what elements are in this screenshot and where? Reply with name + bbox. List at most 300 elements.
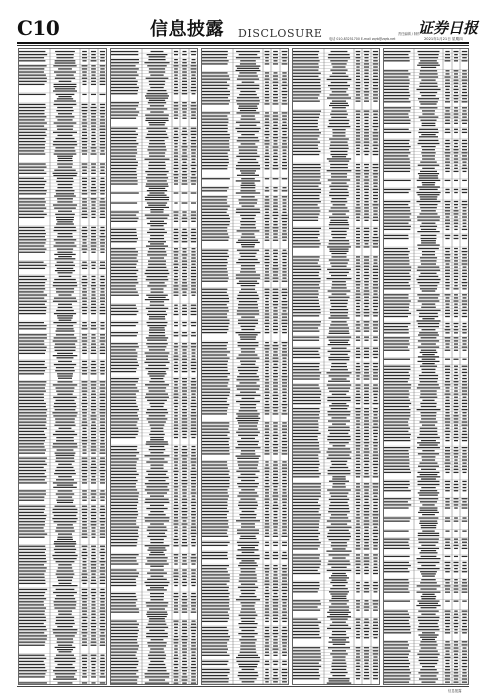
table-cell-text xyxy=(329,391,349,392)
table-cell-text xyxy=(82,645,87,646)
table-cell-text xyxy=(282,599,288,600)
table-cell-text xyxy=(273,94,278,95)
table-cell-text xyxy=(293,672,319,673)
table-cell-text xyxy=(373,357,377,358)
table-cell-text xyxy=(149,282,164,283)
table-cell-text xyxy=(273,590,279,591)
table-cell-text xyxy=(282,389,286,390)
table-cell-text xyxy=(91,193,96,194)
table-cell-text xyxy=(420,120,436,121)
table-cell-text xyxy=(100,381,106,382)
table-cell-text xyxy=(356,372,361,373)
table-cell-text xyxy=(364,306,368,307)
table-cell-text xyxy=(241,256,256,257)
table-cell-text xyxy=(273,385,278,386)
table-cell-text xyxy=(111,311,138,312)
table-cell-text xyxy=(182,400,187,401)
table-cell-text xyxy=(329,123,349,124)
table-cell-text xyxy=(273,642,278,643)
table-cell-text xyxy=(191,670,196,671)
table-cell-text xyxy=(356,234,360,235)
table-cell-text xyxy=(265,672,268,673)
table-cell-text xyxy=(54,337,77,338)
table-cell-text xyxy=(111,425,136,426)
table-cell-text xyxy=(264,345,269,346)
table-cell-text xyxy=(82,310,87,311)
table-cell-text xyxy=(237,175,259,176)
table-cell-text xyxy=(329,161,349,162)
table-cell-text xyxy=(420,162,436,163)
table-cell-text xyxy=(293,545,320,546)
table-cell-text xyxy=(454,347,458,348)
table-cell-text xyxy=(92,422,96,423)
table-cell-text xyxy=(364,388,369,389)
table-cell-text xyxy=(100,406,106,407)
table-cell-text xyxy=(19,482,47,483)
table-cell-text xyxy=(273,492,278,493)
table-cell-text xyxy=(192,349,196,350)
table-cell-text xyxy=(330,60,347,61)
table-cell-text xyxy=(282,278,286,279)
table-cell-text xyxy=(265,471,270,472)
table-cell-text xyxy=(174,221,178,222)
table-cell-text xyxy=(149,381,164,382)
table-cell-text xyxy=(191,394,195,395)
table-cell-text xyxy=(174,171,178,172)
table-cell-text xyxy=(445,310,450,311)
table-cell-text xyxy=(19,276,45,277)
table-cell-text xyxy=(111,235,137,236)
table-cell-text xyxy=(373,126,379,127)
table-cell-text xyxy=(416,89,440,90)
table-cell-text xyxy=(273,125,277,126)
table-cell-text xyxy=(146,295,168,296)
table-cell-text xyxy=(174,630,177,631)
table-cell-text xyxy=(236,661,259,662)
table-cell-text xyxy=(19,464,47,465)
table-cell-text xyxy=(421,240,436,241)
table-cell-text xyxy=(82,163,88,164)
table-cell-text xyxy=(56,110,73,111)
table-cell-text xyxy=(182,458,186,459)
table-cell-text xyxy=(111,505,137,506)
table-cell-text xyxy=(356,496,360,497)
table-cell-text xyxy=(282,82,286,83)
table-cell-text xyxy=(146,337,168,338)
table-cell-text xyxy=(82,301,87,302)
table-cell-text xyxy=(147,589,167,590)
table-cell-text xyxy=(364,73,368,74)
table-cell-text xyxy=(384,294,409,295)
table-cell-text xyxy=(364,585,370,586)
table-cell-text xyxy=(293,366,319,367)
table-cell-text xyxy=(356,436,361,437)
table-cell-text xyxy=(111,335,137,336)
table-cell-text xyxy=(241,115,255,116)
table-cell-text xyxy=(364,464,368,465)
table-cell-text xyxy=(91,580,96,581)
table-cell-text xyxy=(453,288,458,289)
table-cell-text xyxy=(445,273,450,274)
table-cell-text xyxy=(19,422,46,423)
table-cell-text xyxy=(328,297,349,298)
table-cell-text xyxy=(364,476,370,477)
table-cell-text xyxy=(182,418,187,419)
table-cell-text xyxy=(191,624,196,625)
table-cell-text xyxy=(273,51,278,52)
table-cell-text xyxy=(293,394,321,395)
table-cell-text xyxy=(101,304,105,305)
table-cell-text xyxy=(82,642,87,643)
table-cell-text xyxy=(82,626,88,627)
table-cell-text xyxy=(111,421,137,422)
table-cell-text xyxy=(328,85,350,86)
table-cell-text xyxy=(100,291,104,292)
table-cell-text xyxy=(150,566,163,567)
table-cell-text xyxy=(237,230,260,231)
table-cell-text xyxy=(182,425,188,426)
table-cell-text xyxy=(111,305,136,306)
table-cell-text xyxy=(91,126,96,127)
table-cell-text xyxy=(57,262,74,263)
table-cell-text xyxy=(82,65,88,66)
table-cell-text xyxy=(329,240,349,241)
table-cell-text xyxy=(111,461,137,462)
table-cell-text xyxy=(364,606,370,607)
table-cell-text xyxy=(293,79,321,80)
table-cell-text xyxy=(236,209,260,210)
table-cell-text xyxy=(418,323,439,324)
table-cell-text xyxy=(82,418,86,419)
table-cell-text xyxy=(331,567,346,568)
table-cell-text xyxy=(445,201,451,202)
table-cell-text xyxy=(373,240,379,241)
table-cell-text xyxy=(191,425,197,426)
table-cell-text xyxy=(192,446,196,447)
table-cell-text xyxy=(191,282,196,283)
table-cell-text xyxy=(417,294,439,295)
table-cell-text xyxy=(54,254,75,255)
table-cell-text xyxy=(191,579,196,580)
table-cell-text xyxy=(174,288,179,289)
table-cell-text xyxy=(174,418,178,419)
table-cell-text xyxy=(384,288,411,289)
table-cell-text xyxy=(19,518,46,519)
table-cell-text xyxy=(147,223,167,224)
table-cell-text xyxy=(364,132,369,133)
table-cell-text xyxy=(82,285,87,286)
table-cell-text xyxy=(241,526,255,527)
table-cell-text xyxy=(111,68,139,69)
table-cell-text xyxy=(421,238,437,239)
table-cell-text xyxy=(54,347,75,348)
table-cell-text xyxy=(462,76,467,77)
table-cell-text xyxy=(238,323,258,324)
table-cell-text xyxy=(384,285,410,286)
table-cell-text xyxy=(19,473,45,474)
table-cell-text xyxy=(183,115,187,116)
table-cell-text xyxy=(331,408,348,409)
table-cell-text xyxy=(191,381,197,382)
table-cell-text xyxy=(265,649,269,650)
table-cell-text xyxy=(148,264,166,265)
table-cell-text xyxy=(273,134,277,135)
table-cell-text xyxy=(293,585,320,586)
table-cell-text xyxy=(111,254,138,255)
table-cell-text xyxy=(146,359,168,360)
table-cell-text xyxy=(273,156,278,157)
table-cell-text xyxy=(265,379,268,380)
table-cell-text xyxy=(384,189,411,190)
table-cell-text xyxy=(202,655,230,656)
table-cell-text xyxy=(241,289,255,290)
table-cell-text xyxy=(462,213,466,214)
table-cell-text xyxy=(19,132,45,133)
table-cell-text xyxy=(202,196,227,197)
table-cell-text xyxy=(331,51,348,52)
table-cell-text xyxy=(236,262,260,263)
table-cell-text xyxy=(82,524,87,525)
table-cell-text xyxy=(293,483,321,484)
table-cell-text xyxy=(445,143,450,144)
table-cell-text xyxy=(19,614,45,615)
table-cell-text xyxy=(327,170,352,171)
table-cell-text xyxy=(265,645,270,646)
table-cell-text xyxy=(273,298,279,299)
table-cell-text xyxy=(191,676,196,677)
table-cell-text xyxy=(364,600,368,601)
table-cell-text xyxy=(445,207,450,208)
table-cell-text xyxy=(92,530,96,531)
table-cell-text xyxy=(384,375,410,376)
table-cell-text xyxy=(282,88,286,89)
table-cell-text xyxy=(282,112,288,113)
table-cell-text xyxy=(356,269,360,270)
table-cell-text xyxy=(293,663,319,664)
table-cell-text xyxy=(462,347,468,348)
table-cell-text xyxy=(82,190,87,191)
table-cell-text xyxy=(373,582,378,583)
table-cell-text xyxy=(174,477,178,478)
table-cell-text xyxy=(293,348,320,349)
table-cell-text xyxy=(191,458,197,459)
table-cell-text xyxy=(82,552,88,553)
table-cell-text xyxy=(454,263,458,264)
table-cell-text xyxy=(111,655,136,656)
table-cell-text xyxy=(364,493,368,494)
table-cell-text xyxy=(91,412,95,413)
table-cell-text xyxy=(202,342,228,343)
table-cell-text xyxy=(273,278,279,279)
table-cell-text xyxy=(364,517,368,518)
table-cell-text xyxy=(191,612,197,613)
table-cell-text xyxy=(356,132,360,133)
table-cell-text xyxy=(293,321,321,322)
table-cell-text xyxy=(202,103,229,104)
table-cell-text xyxy=(332,622,346,623)
table-cell-text xyxy=(238,623,257,624)
table-cell-text xyxy=(364,192,368,193)
table-cell-text xyxy=(293,582,319,583)
table-cell-text xyxy=(91,534,95,535)
table-cell-text xyxy=(282,57,288,58)
table-cell-text xyxy=(202,209,228,210)
table-cell-text xyxy=(54,71,76,72)
table-cell-text xyxy=(191,658,196,659)
table-cell-text xyxy=(364,486,370,487)
table-cell-text xyxy=(373,217,378,218)
table-cell-text xyxy=(293,637,321,638)
table-cell-text xyxy=(111,241,137,242)
table-cell-text xyxy=(19,313,46,314)
table-cell-text xyxy=(56,676,74,677)
table-cell-text xyxy=(282,348,287,349)
table-cell-text xyxy=(174,593,178,594)
table-cell-text xyxy=(237,376,259,377)
table-cell-text xyxy=(331,378,346,379)
table-cell-text xyxy=(56,116,75,117)
table-cell-text xyxy=(374,496,378,497)
table-cell-text xyxy=(202,555,227,556)
table-cell-text xyxy=(100,208,106,209)
fine-print-table xyxy=(110,48,198,685)
table-cell-text xyxy=(191,143,196,144)
table-cell-text xyxy=(100,294,105,295)
table-cell-text xyxy=(174,514,178,515)
table-cell-text xyxy=(373,499,379,500)
table-cell-text xyxy=(19,301,47,302)
table-cell-text xyxy=(454,132,458,133)
table-cell-text xyxy=(273,574,277,575)
table-cell-text xyxy=(330,672,347,673)
table-cell-text xyxy=(330,114,348,115)
table-cell-text xyxy=(265,320,269,321)
table-cell-text xyxy=(111,576,138,577)
table-cell-text xyxy=(282,72,286,73)
table-cell-text xyxy=(454,73,458,74)
table-cell-text xyxy=(462,238,467,239)
table-cell-text xyxy=(273,552,278,553)
table-cell-text xyxy=(330,593,347,594)
table-cell-text xyxy=(356,391,360,392)
table-cell-text xyxy=(174,415,177,416)
table-cell-text xyxy=(202,115,227,116)
table-cell-text xyxy=(329,577,349,578)
table-cell-text xyxy=(364,397,369,398)
table-cell-text xyxy=(282,526,287,527)
table-cell-text xyxy=(202,63,228,64)
table-cell-text xyxy=(356,186,359,187)
table-cell-text xyxy=(182,78,186,79)
table-cell-text xyxy=(19,638,47,639)
table-cell-text xyxy=(182,499,187,500)
table-cell-text xyxy=(100,129,106,130)
table-cell-text xyxy=(331,524,347,525)
table-cell-text xyxy=(111,365,139,366)
table-cell-text xyxy=(283,199,287,200)
table-cell-text xyxy=(174,554,179,555)
table-cell-text xyxy=(293,378,320,379)
table-cell-text xyxy=(454,340,458,341)
table-cell-text xyxy=(265,468,270,469)
table-cell-text xyxy=(111,602,136,603)
table-cell-text xyxy=(364,97,368,98)
table-cell-text xyxy=(265,618,268,619)
table-cell-text xyxy=(373,142,377,143)
table-cell-text xyxy=(174,276,178,277)
table-cell-text xyxy=(150,468,163,469)
table-cell-text xyxy=(19,353,45,354)
table-cell-text xyxy=(364,256,370,257)
table-cell-text xyxy=(282,233,287,234)
table-cell-text xyxy=(384,86,409,87)
table-cell-text xyxy=(282,342,288,343)
table-cell-text xyxy=(374,591,378,592)
table-cell-text xyxy=(282,60,286,61)
table-cell-text xyxy=(282,520,287,521)
table-cell-text xyxy=(373,610,378,611)
table-cell-text xyxy=(356,337,360,338)
table-cell-text xyxy=(101,276,105,277)
table-cell-text xyxy=(82,325,87,326)
table-cell-text xyxy=(111,569,136,570)
table-cell-text xyxy=(91,664,95,665)
table-cell-text xyxy=(356,321,359,322)
table-cell-text xyxy=(53,355,78,356)
table-cell-text xyxy=(373,520,379,521)
table-cell-text xyxy=(356,637,360,638)
table-cell-text xyxy=(19,144,45,145)
table-cell-text xyxy=(293,142,320,143)
table-cell-text xyxy=(19,567,47,568)
table-cell-text xyxy=(445,213,450,214)
table-cell-text xyxy=(174,605,178,606)
table-cell-text xyxy=(293,51,319,52)
table-cell-text xyxy=(82,68,87,69)
table-cell-text xyxy=(82,75,86,76)
table-cell-text xyxy=(91,428,96,429)
table-cell-text xyxy=(174,65,179,66)
table-cell-text xyxy=(202,645,227,646)
table-cell-text xyxy=(293,246,319,247)
table-cell-text xyxy=(54,541,76,542)
table-cell-text xyxy=(191,390,196,391)
table-cell-text xyxy=(356,455,361,456)
table-cell-text xyxy=(374,637,378,638)
table-cell-text xyxy=(283,649,287,650)
table-cell-text xyxy=(55,422,74,423)
table-cell-text xyxy=(265,224,269,225)
table-cell-text xyxy=(183,579,187,580)
table-cell-text xyxy=(332,573,346,574)
table-cell-text xyxy=(237,461,258,462)
table-cell-text xyxy=(100,344,104,345)
table-cell-text xyxy=(236,66,261,67)
table-cell-text xyxy=(82,449,86,450)
table-cell-text xyxy=(82,230,88,231)
table-cell-text xyxy=(265,675,269,676)
table-cell-text xyxy=(374,234,378,235)
table-cell-text xyxy=(364,278,368,279)
table-cell-text xyxy=(19,116,46,117)
table-cell-text xyxy=(174,118,178,119)
table-cell-text xyxy=(373,533,379,534)
table-cell-text xyxy=(54,230,77,231)
table-cell-text xyxy=(111,530,138,531)
table-cell-text xyxy=(173,285,178,286)
table-cell-text xyxy=(91,54,95,55)
table-cell-text xyxy=(373,517,378,518)
